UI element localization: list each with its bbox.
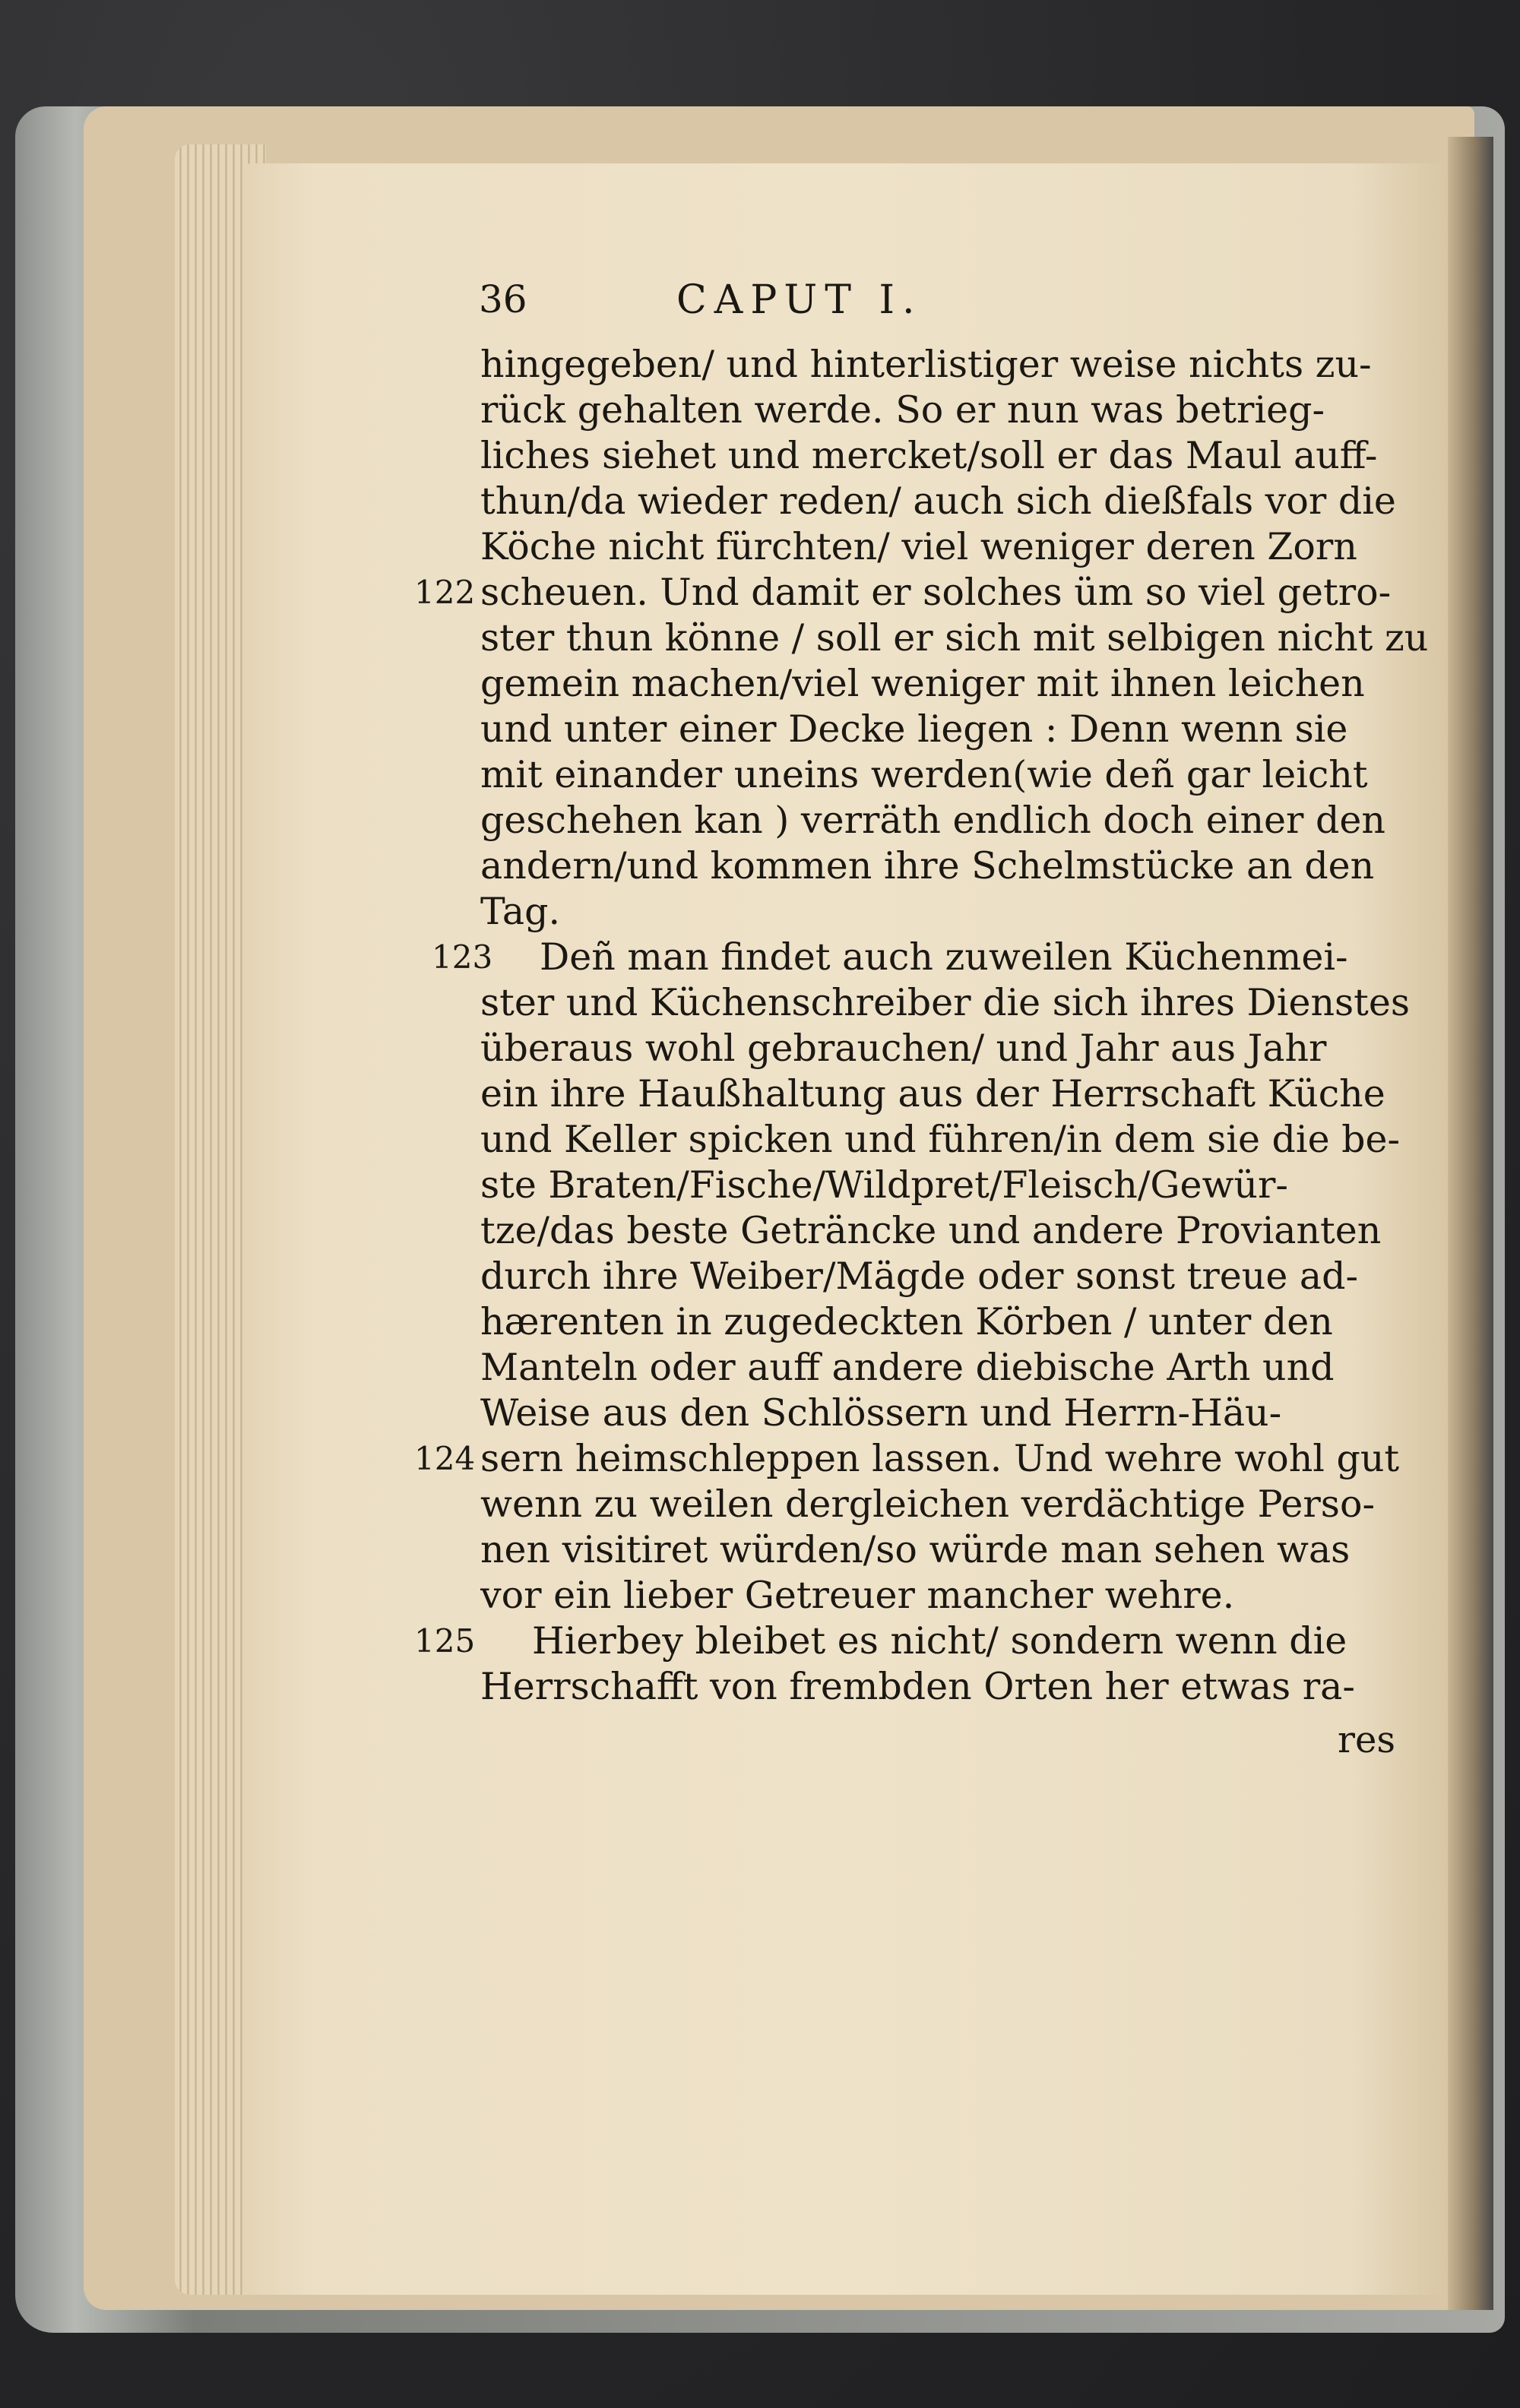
text-line: andern/und kommen ihre Schelmstücke an den <box>480 844 1375 888</box>
text-line: und Keller spicken und führen/in dem sie die be- <box>480 1118 1401 1161</box>
text-line: liches siehet und mercket/soll er das Maul auff- <box>480 434 1378 477</box>
margin-number: 124 <box>414 1440 476 1477</box>
margin-number: 123 <box>432 938 493 976</box>
text-line: vor ein lieber Getreuer mancher wehre. <box>480 1574 1235 1617</box>
text-line: Weise aus den Schlössern und Herrn-Häu- <box>480 1391 1282 1435</box>
text-line: Herrschafft von frembden Orten her etwas ra- <box>480 1665 1355 1708</box>
text-line: ste Braten/Fische/Wildpret/Fleisch/Gewür- <box>480 1163 1288 1207</box>
catchword: res <box>1338 1719 1395 1761</box>
text-line: durch ihre Weiber/Mägde oder sonst treue ad- <box>480 1255 1359 1298</box>
text-line: ster thun könne / soll er sich mit selbigen nicht zu <box>480 616 1429 660</box>
margin-number: 125 <box>414 1622 476 1660</box>
text-line: hingegeben/ und hinterlistiger weise nichts zu- <box>480 343 1372 386</box>
margin-number: 122 <box>414 574 476 611</box>
text-line: nen visitiret würden/so würde man sehen was <box>480 1528 1351 1571</box>
text-line: tze/das beste Geträncke und andere Provianten <box>480 1209 1382 1252</box>
text-line: ster und Küchenschreiber die sich ihres Dienstes <box>480 981 1411 1024</box>
text-line: geschehen kan ) verräth endlich doch einer den <box>480 799 1385 842</box>
text-line: mit einander uneins werden(wie deñ gar leicht <box>480 753 1368 796</box>
book-gutter <box>1448 137 1493 2310</box>
text-line: Tag. <box>480 890 561 933</box>
text-line: thun/da wieder reden/ auch sich dießfals vor die <box>480 479 1396 523</box>
text-line: gemein machen/viel weniger mit ihnen leichen <box>480 662 1365 705</box>
text-line: Köche nicht fürchten/ viel weniger deren Zorn <box>480 525 1357 568</box>
text-line: hærenten in zugedeckten Körben / unter den <box>480 1300 1333 1343</box>
text-line: rück gehalten werde. So er nun was betrieg- <box>480 388 1325 432</box>
text-line: überaus wohl gebrauchen/ und Jahr aus Jahr <box>480 1027 1327 1070</box>
running-head: CAPUT I. <box>676 277 923 323</box>
page-header <box>479 277 1163 323</box>
text-line: sern heimschleppen lassen. Und wehre wohl gut <box>480 1437 1400 1480</box>
text-line: ein ihre Haußhaltung aus der Herrschaft Küche <box>480 1072 1385 1115</box>
text-line: Deñ man findet auch zuweilen Küchenmei- <box>540 935 1348 979</box>
text-line: und unter einer Decke liegen : Denn wenn sie <box>480 707 1348 751</box>
text-line: wenn zu weilen dergleichen verdächtige Perso- <box>480 1482 1376 1526</box>
text-line: Hierbey bleibet es nicht/ sondern wenn die <box>532 1619 1347 1663</box>
text-line: Manteln oder auff andere diebische Arth und <box>480 1346 1335 1389</box>
text-line: scheuen. Und damit er solches üm so viel getro- <box>480 571 1392 614</box>
page-number: 36 <box>479 277 527 321</box>
